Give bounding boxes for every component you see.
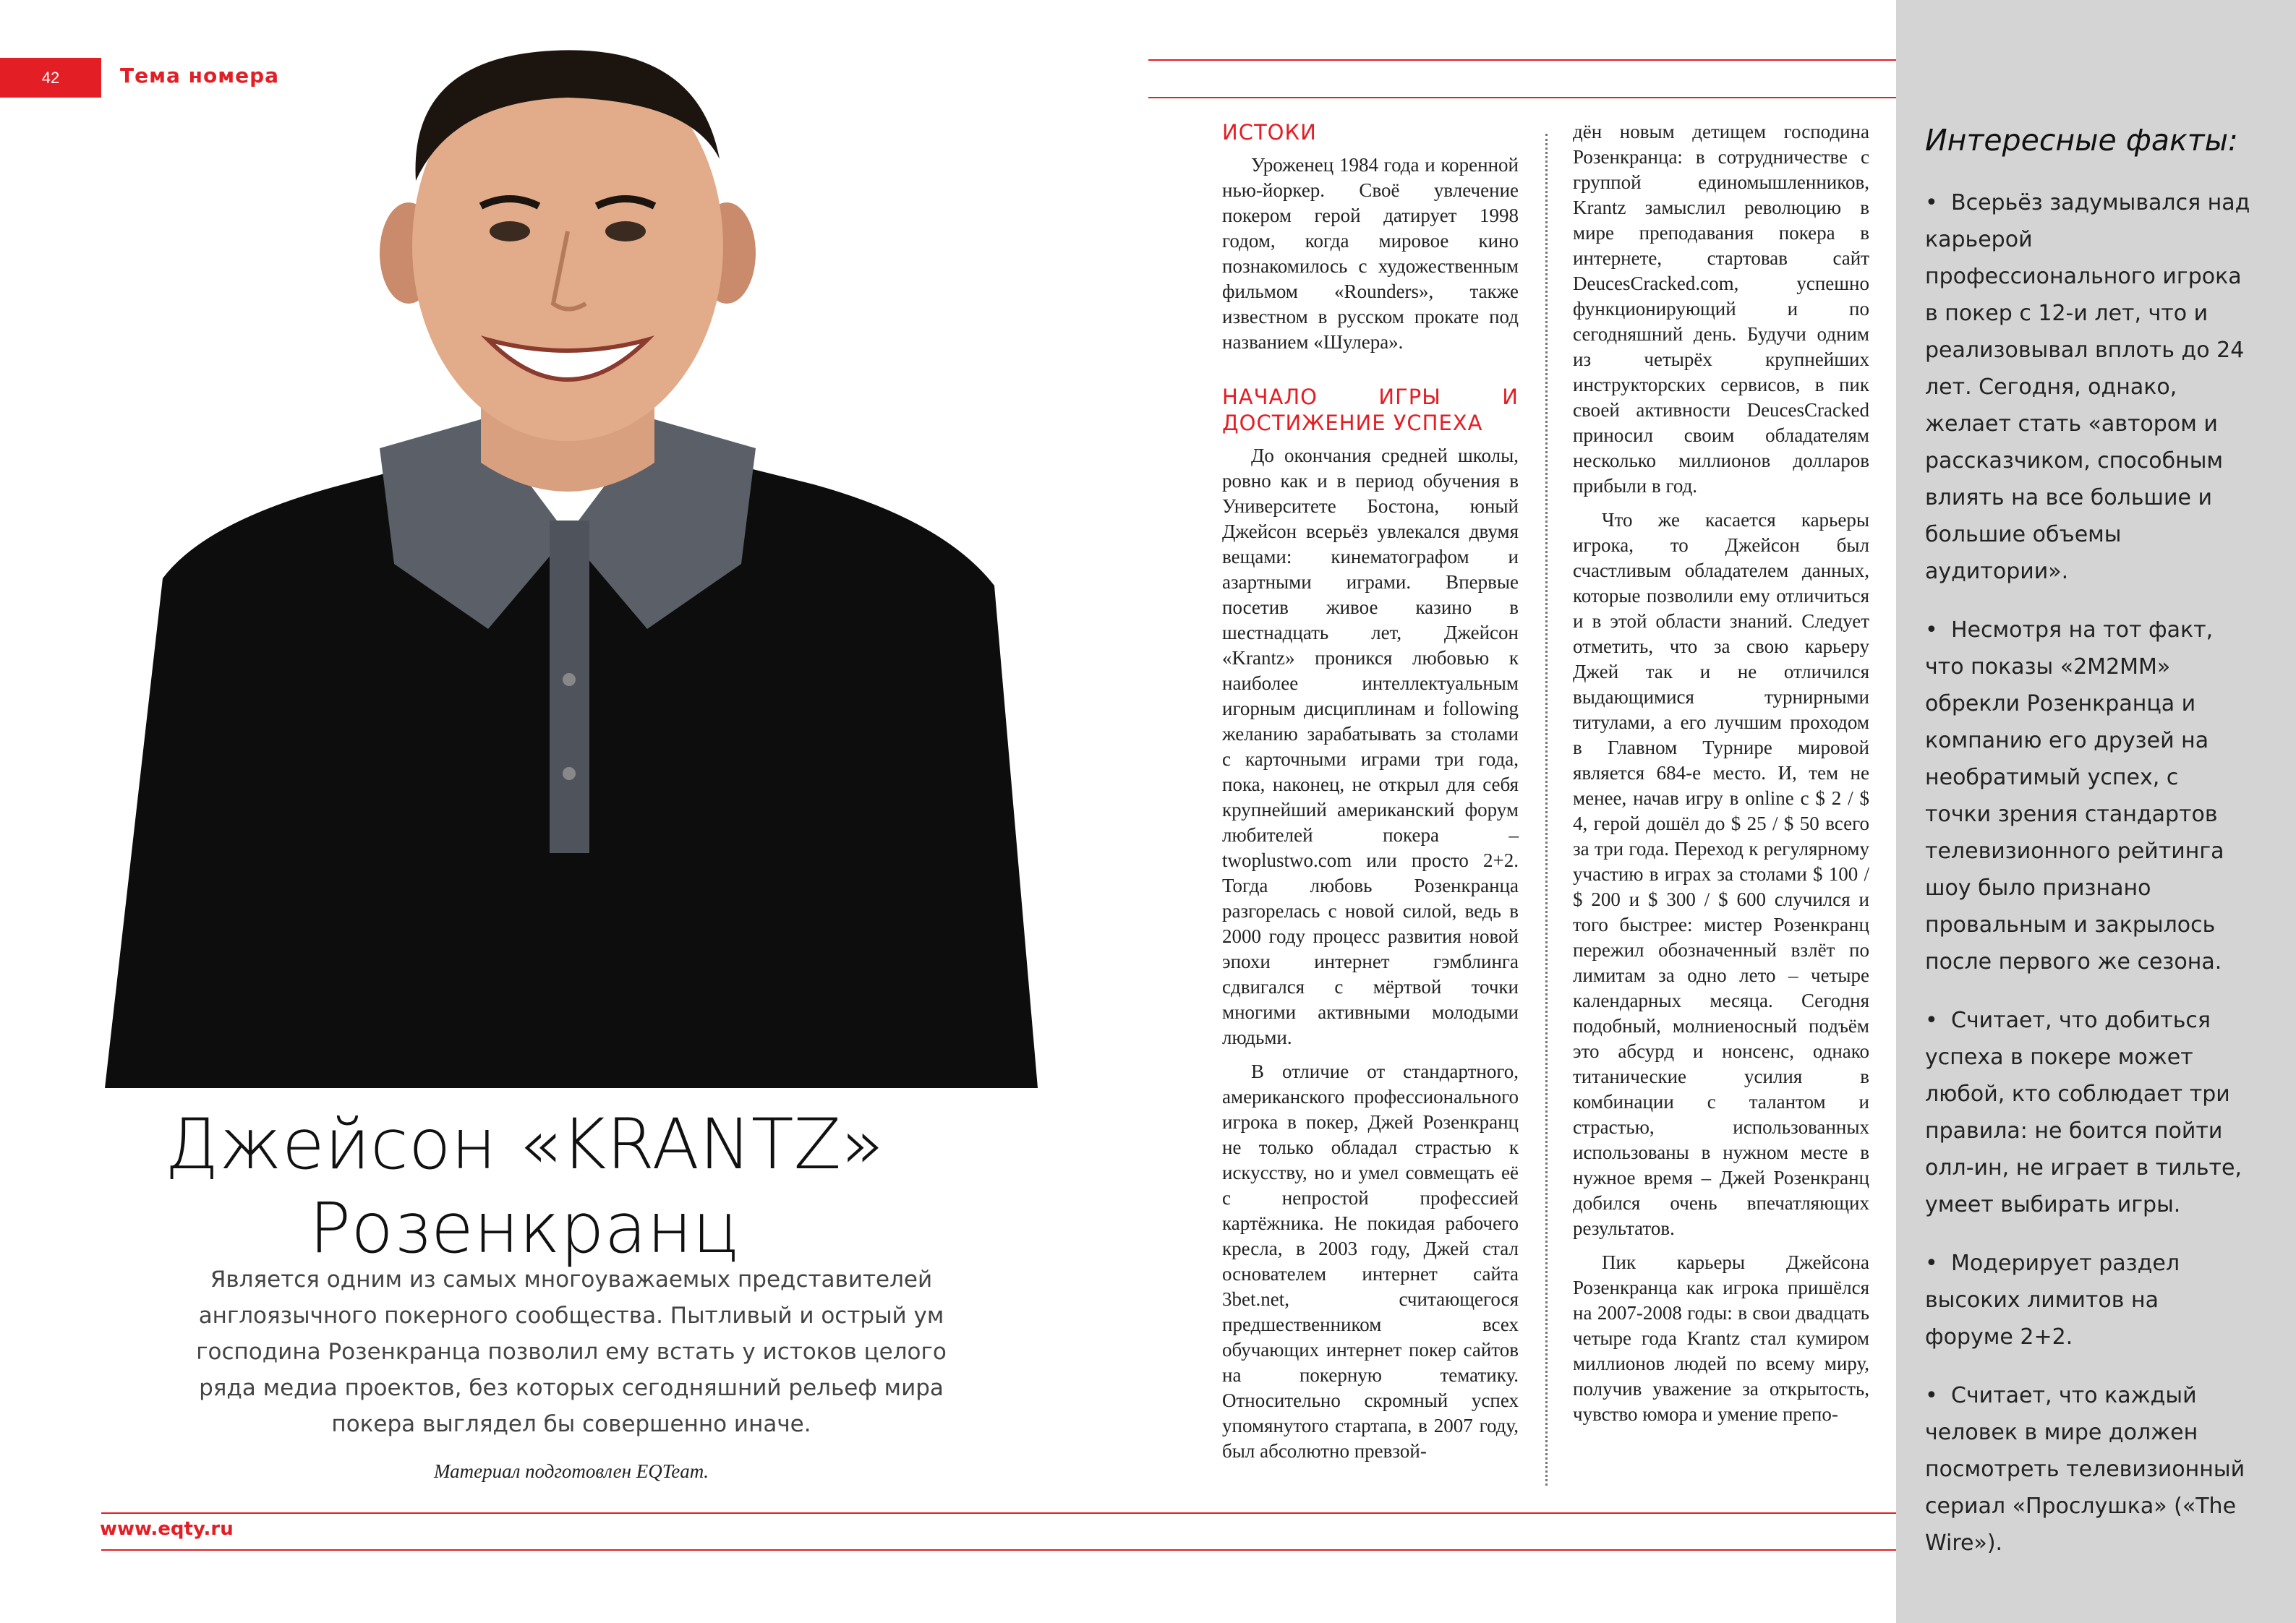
paragraph: До окончания средней школы, ровно как и в период обучения в Университете Бостона, юный Джейсон всерьёз увлекался двумя вещами: кинематографом и азартными играми. Впервые посетив живое казино в шестнадцать лет, Джейсон «Krantz» проникся любовью к наиболее интеллектуальным игорным дисциплинам и following желанию зарабатывать за столами с карточными играми три года, пока, наконец, не открыл для себя крупнейший американский форум любителей покера – twoplustwo.com или просто 2+2. Тогда любовь Розенкранца разгорелась с новой силой, ведь в 2000 году процесс развития новой эпохи интернет гэмблинга сдвигался с мёртвой точки многими активными молодыми людьми. [1222, 445, 1519, 1048]
fact-item [1925, 1245, 2250, 1356]
facts-list [1925, 184, 2250, 1583]
fact-item [1925, 184, 2250, 590]
fact-text: Считает, что добиться успеха в покере может любой, кто соблюдает три правила: не боится пойти олл-ин, не играет в тильте, умеет выбирать игры. [1925, 1008, 2242, 1217]
bullet-icon: • [1925, 1383, 1938, 1408]
fact-text: Считает, что каждый человек в мире должен посмотреть телевизионный сериал «Прослушка» («The Wire»). [1925, 1383, 2245, 1556]
section-title: Тема номера [120, 64, 280, 87]
site-link[interactable]: www.eqty.ru [100, 1518, 234, 1540]
paragraph: Уроженец 1984 года и коренной нью-йоркер. Своё увлечение покером герой датирует 1998 годом, когда мировое кино познакомилось с художественным фильмом «Rounders», также известном в русском прокате под названием «Шулера». [1222, 154, 1519, 353]
header-rule-bottom-right [1148, 97, 1896, 98]
fact-item [1925, 1002, 2250, 1223]
footer-rule-top [101, 1512, 1896, 1514]
facts-title: Интересные факты: [1925, 123, 2238, 158]
bullet-icon: • [1925, 1008, 1938, 1033]
fact-item [1925, 612, 2250, 980]
footer-rule-bottom [101, 1549, 1896, 1551]
bullet-icon: • [1925, 1251, 1938, 1276]
header-rule-top-right [1148, 59, 1896, 61]
lead-paragraph: Является одним из самых многоуважаемых представителей англоязычного покерного сообщества. Пытливый и острый ум господина Розенкранца позволил ему встать у истоков целого ряда медиа проектов, без которых сегодняшний рельеф мира покера выглядел бы совершенно иначе. [196, 1267, 947, 1437]
paragraph: дён новым детищем господина Розенкранца: в сотрудничестве с группой единомышленников, Krantz замыслил революцию в мире преподавания покера в интернете, стартовав сайт DeucesCracked.com, успешно функционирующий и по сегодняшний день. Будучи одним из четырёх крупнейших инструкторских сервисов, в пик своей активности DeucesCracked приносил своим обладателям несколько миллионов долларов прибыли в год. [1573, 121, 1869, 497]
fact-text: Всерьёз задумывался над карьерой профессионального игрока в покер с 12-и лет, что и реализовывал вплоть до 24 лет. Сегодня, однако, желает стать «автором и рассказчиком, способным влиять на все большие и большие объемы аудитории». [1925, 190, 2250, 584]
fact-text: Несмотря на тот факт, что показы «2M2MM» обрекли Розенкранца и компанию его друзей на необратимый успех, с точки зрения стандартов телевизионного рейтинга шоу было признано провальным и закрылось после первого же сезона. [1925, 617, 2224, 975]
portrait-photo [105, 14, 1038, 1088]
heading-origins: ИСТОКИ [1222, 120, 1317, 145]
paragraph: В отличие от стандартного, американского профессионального игрока в покер, Джей Розенкранц не только обладал страстью к искусству, но и умел совмещать её с непростой профессией картёжника. Не покидая рабочего кресла, в 2003 году, Джей стал основателем интернет сайта 3bet.net, считающегося предшественником всех обучающих интернет покер сайтов на покерную тематику. Относительно скромный успех упомянутого стартапа, в 2007 году, был абсолютно превзой- [1222, 1061, 1519, 1462]
paragraph: Что же касается карьеры игрока, то Джейсон был счастливым обладателем данных, которые позволили ему отличиться и в этой области знаний. Следует отметить, что за свою карьеру Джей так и не отличился выдающимися турнирными титулами, а его лучшим проходом в Главном Турнире мировой является 684-е место. И, тем не менее, начав игру в online с $ 2 / $ 4, герой дошёл до $ 25 / $ 50 всего за три года. Переход к регулярному участию в играх за столами $ 100 / $ 200 и $ 300 / $ 600 случился и того быстрее: мистер Розенкранц пережил обозначенный взлёт по лимитам за одно лето – четыре календарных месяца. Сегодня подобный, молниеносный подъём это абсурд и нонсенс, однако титанические усилия в комбинации с талантом и страстью, использованных использованы в нужном месте в нужное время – Джей Розенкранц добился очень впечатляющих результатов. [1573, 509, 1869, 1239]
article-title [0, 1102, 1049, 1270]
heading-start-success: НАЧАЛО ИГРЫ И ДОСТИЖЕНИЕ УСПЕХА [1222, 385, 1519, 435]
bullet-icon: • [1925, 190, 1938, 215]
paragraph: Пик карьеры Джейсона Розенкранца как игрока пришёлся на 2007-2008 годы: в свои двадцать четыре года Krantz стал кумиром миллионов людей по всему миру, получив уважение за открытость, чувство юмора и умение препо- [1573, 1251, 1869, 1425]
title-line-1: Джейсон «KRANTZ» [165, 1104, 884, 1185]
fact-item [1925, 1377, 2250, 1562]
page-number-left: 42 [0, 58, 101, 98]
bullet-icon: • [1925, 617, 1938, 643]
title-line-2: Розенкранц [309, 1188, 740, 1269]
column-divider [1545, 134, 1548, 1486]
text-column-2 [1573, 119, 1869, 1436]
credit-line: Материал подготовлен EQTeam. [433, 1460, 709, 1482]
text-column-1 [1222, 119, 1519, 1473]
fact-text: Модерирует раздел высоких лимитов на форуме 2+2. [1925, 1251, 2180, 1350]
